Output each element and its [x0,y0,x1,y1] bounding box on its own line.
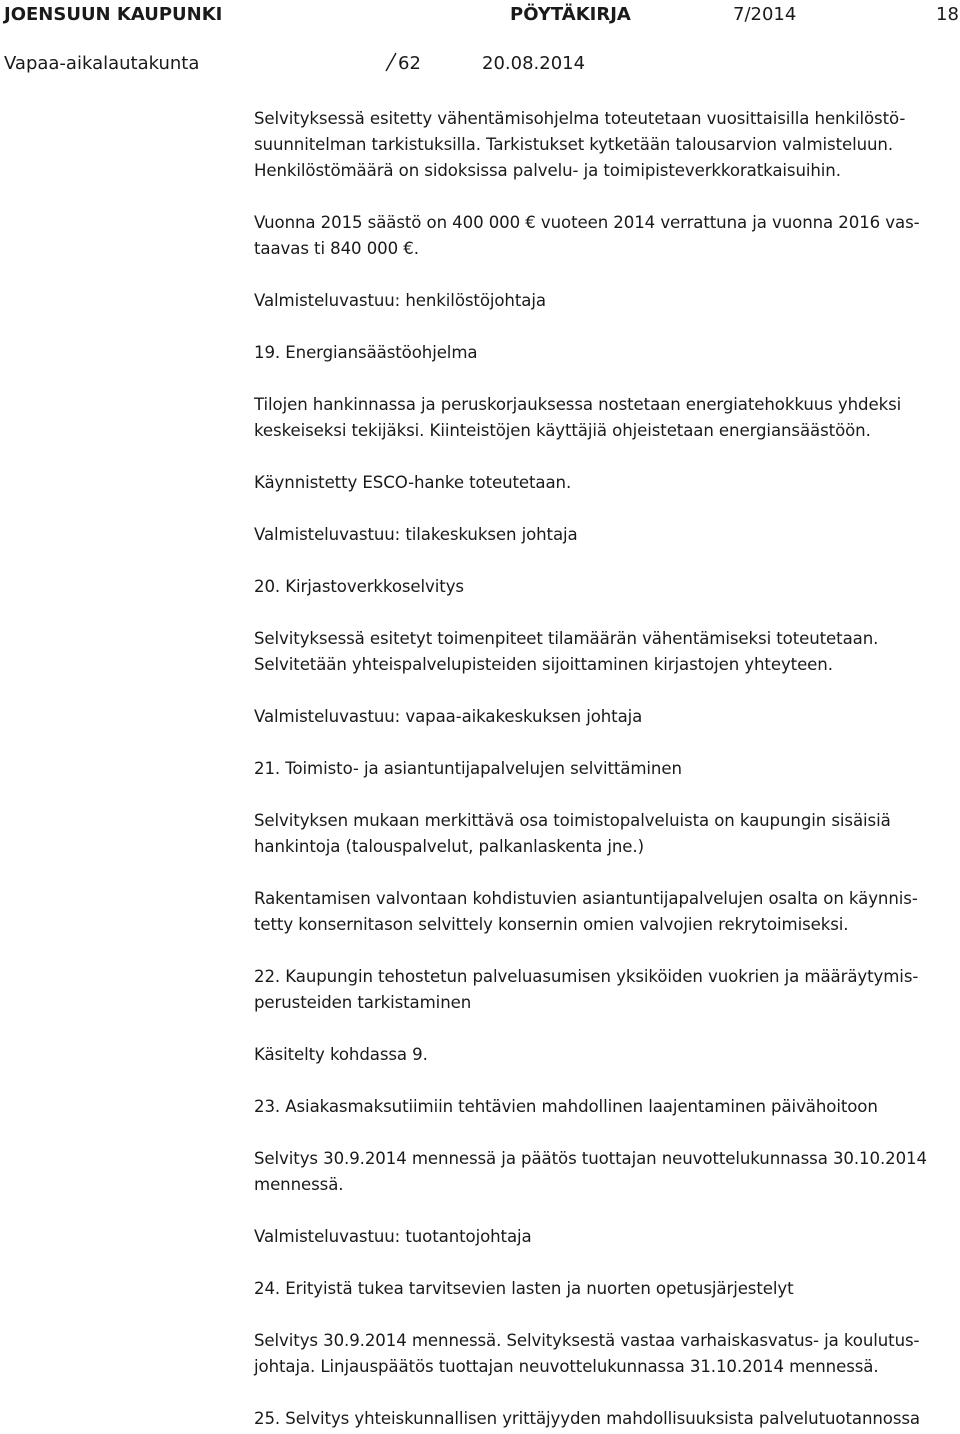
responsibility-line: Valmisteluvastuu: vapaa-aikakeskuksen johtaja [254,707,643,726]
section-heading: 19. Energiansäästöohjelma [254,343,478,362]
text-line: Vuonna 2015 säästö on 400 000 € vuoteen 2014 verrattuna ja vuonna 2016 vas- [254,213,920,232]
org-name: JOENSUUN KAUPUNKI [4,4,223,25]
text-line: keskeiseksi tekijäksi. Kiinteistöjen käyttäjiä ohjeistetaan energiansäästöön. [254,421,871,440]
committee-name: Vapaa-aikalautakunta [4,53,200,74]
text-line: Käsitelty kohdassa 9. [254,1045,428,1064]
section-heading: 24. Erityistä tukea tarvitsevien lasten ja nuorten opetusjärjestelyt [254,1279,794,1298]
responsibility-line: Valmisteluvastuu: tilakeskuksen johtaja [254,525,578,544]
section-heading: 22. Kaupungin tehostetun palveluasumisen yksiköiden vuokrien ja määräytymis- [254,967,919,986]
responsibility-line: Valmisteluvastuu: tuotantojohtaja [254,1227,532,1246]
text-line: taavas ti 840 000 €. [254,239,419,258]
text-line: Selvityksessä esitetty vähentämisohjelma toteutetaan vuosittaisilla henkilöstö- [254,109,906,128]
text-line: Tilojen hankinnassa ja peruskorjauksessa nostetaan energiatehokkuus yhdeksi [254,395,902,414]
section-heading: 21. Toimisto- ja asiantuntijapalvelujen selvittäminen [254,759,682,778]
page-number: 18 [936,4,959,25]
text-line: Selvitys 30.9.2014 mennessä ja päätös tuottajan neuvottelukunnassa 30.10.2014 [254,1149,927,1168]
text-line: suunnitelman tarkistuksilla. Tarkistukset kytketään talousarvion valmisteluun. [254,135,894,154]
text-line: tetty konsernitason selvittely konsernin omien valvojien rekrytoimiseksi. [254,915,849,934]
section-heading: perusteiden tarkistaminen [254,993,472,1012]
section-heading: 25. Selvitys yhteiskunnallisen yrittäjyyden mahdollisuuksista palvelutuotannossa [254,1409,920,1428]
text-line: hankintoja (talouspalvelut, palkanlaskenta jne.) [254,837,644,856]
text-line: Selvitetään yhteispalvelupisteiden sijoittaminen kirjastojen yhteyteen. [254,655,833,674]
section-heading: 20. Kirjastoverkkoselvitys [254,577,464,596]
doc-number: 7/2014 [733,4,797,25]
document-body [254,106,958,1432]
meeting-date: 20.08.2014 [482,53,586,74]
doc-type: PÖYTÄKIRJA [510,4,631,25]
text-line: Selvityksen mukaan merkittävä osa toimistopalveluista on kaupungin sisäisiä [254,811,891,830]
text-line: Henkilöstömäärä on sidoksissa palvelu- ja toimipisteverkkoratkaisuihin. [254,161,841,180]
text-line: Selvityksessä esitetyt toimenpiteet tilamäärän vähentämiseksi toteutetaan. [254,629,879,648]
text-line: johtaja. Linjauspäätös tuottajan neuvottelukunnassa 31.10.2014 mennessä. [254,1357,879,1376]
responsibility-line: Valmisteluvastuu: henkilöstöjohtaja [254,291,546,310]
section-number: 62 [398,53,421,74]
section-mark-icon [384,52,398,72]
text-line: Käynnistetty ESCO-hanke toteutetaan. [254,473,572,492]
text-line: Selvitys 30.9.2014 mennessä. Selvityksestä vastaa varhaiskasvatus- ja koulutus- [254,1331,920,1350]
text-line: Rakentamisen valvontaan kohdistuvien asiantuntijapalvelujen osalta on käynnis- [254,889,918,908]
text-line: mennessä. [254,1175,344,1194]
section-heading: 23. Asiakasmaksutiimiin tehtävien mahdollinen laajentaminen päivähoitoon [254,1097,878,1116]
